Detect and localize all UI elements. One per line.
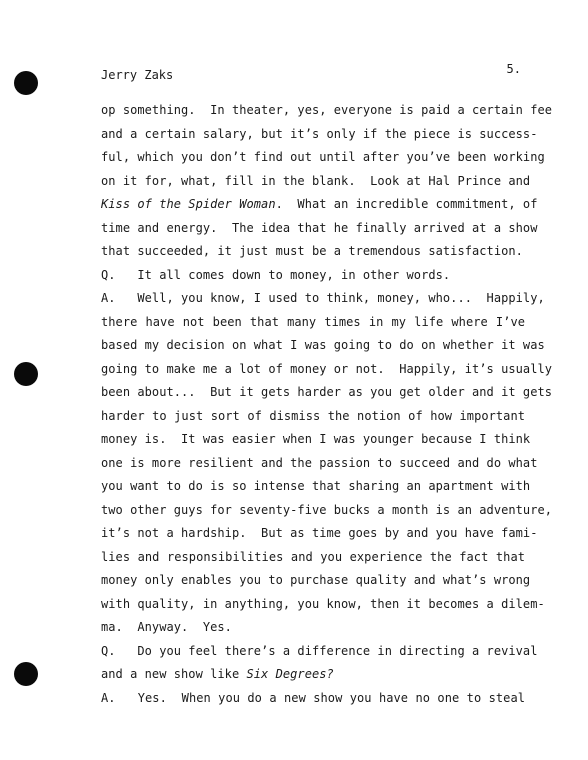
text-line: Q. It all comes down to money, in other words. <box>101 267 451 282</box>
text-line: ma. Anyway. Yes. <box>101 620 232 634</box>
text-line <box>101 193 538 217</box>
text-line: it’s not a hardship. But as time goes by and you have fami- <box>101 526 538 540</box>
text-line: going to make me a lot of money or not. Happily, it’s usually <box>101 361 553 376</box>
text-line: and a certain salary, but it’s only if the piece is success- <box>101 126 538 141</box>
text-line: Q. Do you feel there’s a difference in directing a revival <box>101 643 538 658</box>
interviewee-name: Jerry Zaks <box>101 68 174 82</box>
punch-hole-icon <box>14 362 38 386</box>
text-line: that succeeded, it just must be a tremendous satisfaction. <box>101 244 523 258</box>
punch-hole-icon <box>14 662 38 686</box>
text-line: two other guys for seventy-five bucks a month is an adventure, <box>101 502 553 517</box>
text-line: there have not been that many times in my life where I’ve <box>101 314 525 329</box>
text-line: A. Well, you know, I used to think, money, who... Happily, <box>101 291 545 305</box>
text-line: with quality, in anything, you know, then it becomes a dilem- <box>101 596 545 611</box>
italic-title: Six Degrees? <box>246 667 334 681</box>
text-line: lies and responsibilities and you experience the fact that <box>101 549 525 564</box>
text-line <box>101 663 525 687</box>
transcript-body <box>101 99 553 710</box>
text-segment: . What an incredible commitment, of <box>275 197 538 211</box>
text-line: time and energy. The idea that he finally arrived at a show <box>101 220 538 235</box>
text-line: harder to just sort of dismiss the notion of how important <box>101 408 525 423</box>
punch-hole-icon <box>14 71 38 95</box>
text-line: A. Yes. When you do a new show you have no one to steal <box>101 690 525 705</box>
text-line: money is. It was easier when I was younger because I think <box>101 432 531 446</box>
text-line: on it for, what, fill in the blank. Look at Hal Prince and <box>101 173 531 188</box>
text-line: one is more resilient and the passion to succeed and do what <box>101 455 538 470</box>
text-line: op something. In theater, yes, everyone is paid a certain fee <box>101 103 553 117</box>
text-line: been about... But it gets harder as you get older and it gets <box>101 385 553 399</box>
italic-title: Kiss of the Spider Woman <box>101 197 276 211</box>
text-line: ful, which you don’t find out until after you’ve been working <box>101 150 545 164</box>
text-line: you want to do is so intense that sharing an apartment with <box>101 479 531 493</box>
text-line: money only enables you to purchase quality and what’s wrong <box>101 573 531 587</box>
text-line: based my decision on what I was going to do on whether it was <box>101 338 545 352</box>
page-header <box>101 64 521 86</box>
text-segment: and a new show like <box>101 667 247 681</box>
page-number: 5. <box>506 62 521 76</box>
